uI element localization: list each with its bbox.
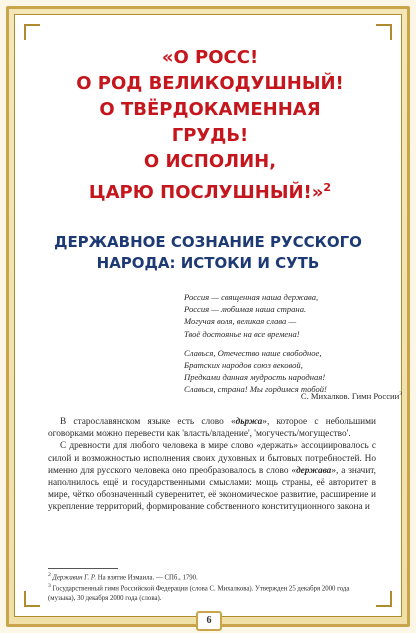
corner-ornament xyxy=(376,24,392,40)
quote-line: О РОД ВЕЛИКОДУШНЫЙ! xyxy=(76,73,344,94)
quote-line: О ТВЁРДОКАМЕННАЯ ГРУДЬ! xyxy=(99,99,321,146)
poem-line: Твоё достоянье на все времена! xyxy=(184,328,300,339)
corner-ornament xyxy=(376,591,392,607)
corner-ornament xyxy=(24,591,40,607)
footnotes xyxy=(48,571,378,603)
poem-line: Россия — священная наша держава, xyxy=(184,292,319,302)
footnote-3: $^3$ Государственный гимн Российской Федерации (слова С. Михалкова). Утвержден 25 декабря 2000 года (музыка), 30 декабря 2000 года (слова). xyxy=(48,583,350,602)
footnote-ref: 2 xyxy=(323,181,332,194)
body-text xyxy=(48,416,376,514)
poem-line: Братских народов союз вековой, xyxy=(184,360,303,371)
corner-ornament xyxy=(24,24,40,40)
anthem-excerpt xyxy=(184,291,399,396)
page-number: 6 xyxy=(196,611,222,631)
poem-line: Предками данная мудрость народная! xyxy=(184,372,326,383)
poem-line: Могучая воля, великая слава — xyxy=(184,316,297,327)
poem-line: Славься, Отечество наше свободное, xyxy=(184,347,322,358)
epigraph-quote xyxy=(60,45,360,206)
footnote-2: $^2$ Державин Г. Р. На взятие Измаила. — СПб., 1790. xyxy=(48,572,198,582)
paragraph: С древности для любого человека в мире слово «держать» ассоциировалось с силой и возможностью исполнения своих духовных и бытовых потребностей. Но именно для русского человека оно преобразовалось в слово «держава», а значит, наполнилось ещё и государственными смыслами: мощь страны, её авторитет в мире, чётко обозначенный суверенитет, её экономическое развитие, расширение и укрепление территорий, формирование собственного конституционного закона и xyxy=(48,441,376,513)
quote-line: О ИСПОЛИН, xyxy=(143,151,277,172)
quote-line: ЦАРЮ ПОСЛУШНЫЙ!»$^2$ xyxy=(88,181,332,203)
poem-line: Славься, страна! Мы гордимся тобой! xyxy=(184,384,327,395)
footnote-ref: 3 xyxy=(399,391,402,398)
quote-line: «О РОСС! xyxy=(161,47,259,68)
poem-attribution: С. Михалков. Гимн России$^3$ xyxy=(300,391,402,401)
footnote-divider xyxy=(48,568,118,569)
section-title: ДЕРЖАВНОЕ СОЗНАНИЕ РУССКОГО НАРОДА: ИСТОКИ И СУТЬ xyxy=(54,233,362,272)
paragraph: В старославянском языке есть слово «дьржа», которое с небольшими оговорками можно перевести как 'власть/владение', 'могучесть/могущество'. xyxy=(48,417,376,440)
poem-line: Россия — любимая наша страна. xyxy=(184,304,307,315)
